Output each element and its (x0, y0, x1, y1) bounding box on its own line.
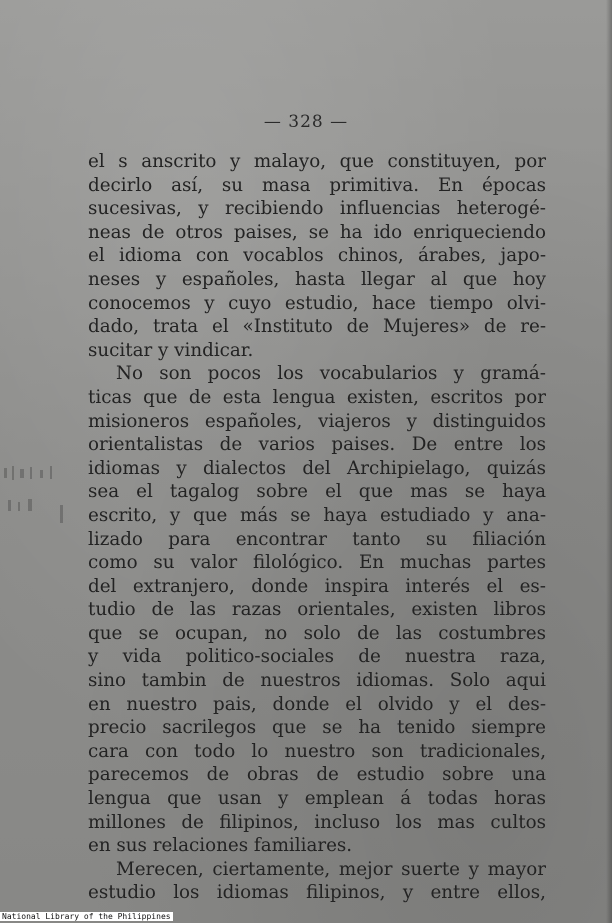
text-line: neas de otros paises, se ha ido enriqueciendo (88, 221, 546, 243)
body-text (88, 150, 546, 905)
paragraph-first-line: No son pocos los vocabularios y gramá- (116, 363, 546, 385)
text-line: idiomas y dialectos del Archipielago, quizás (88, 457, 546, 479)
text-line: ticas que de esta lengua existen, escritos por (88, 386, 546, 408)
text-line: en sus relaciones familiares. (88, 835, 353, 857)
text-line: tudio de las razas orientales, existen libros (88, 599, 546, 621)
text-line: en nuestro pais, donde el olvido y el des- (88, 693, 546, 715)
text-line: decirlo así, su masa primitiva. En épocas (88, 174, 546, 196)
text-line: el s anscrito y malayo, que constituyen, por (88, 151, 546, 172)
text-line: millones de filipinos, incluso los mas cultos (88, 811, 546, 833)
text-line: que se ocupan, no solo de las costumbres (88, 622, 546, 644)
text-line: sucesivas, y recibiendo influencias heterogé- (88, 198, 546, 220)
text-line: neses y españoles, hasta llegar al que hoy (88, 268, 546, 290)
text-line: orientalistas de varios paises. De entre los (88, 434, 546, 456)
text-line: y vida politico-sociales de nuestra raza, (88, 646, 546, 668)
text-line: lengua que usan y emplean á todas horas (88, 788, 546, 810)
text-line: del extranjero, donde inspira interés el es- (88, 575, 546, 597)
text-line: parecemos de obras de estudio sobre una (88, 764, 546, 786)
text-line: precio sacrilegos que se ha tenido siempre (88, 717, 546, 739)
text-line: sino tambin de nuestros idiomas. Solo aqui (88, 670, 546, 692)
library-credit: National Library of the Philippines (2, 912, 171, 921)
text-line: dado, trata el «Instituto de Mujeres» de re- (88, 316, 546, 338)
text-line: conocemos y cuyo estudio, hace tiempo olvi- (88, 292, 546, 314)
text-line: escrito, y que más se haya estudiado y ana- (88, 504, 546, 526)
text-line: estudio los idiomas filipinos, y entre ellos, (88, 882, 546, 904)
text-line: como su valor filológico. En muchas partes (88, 552, 546, 574)
paragraph-first-line: Merecen, ciertamente, mejor suerte y mayor (116, 858, 546, 880)
text-line: el idioma con vocablos chinos, árabes, japo- (88, 245, 546, 267)
margin-bleed-through (0, 460, 70, 540)
text-line: sea el tagalog sobre el que mas se haya (88, 481, 546, 503)
text-line: sucitar y vindicar. (88, 339, 254, 361)
page-edge-shadow (606, 0, 612, 923)
text-line: cara con todo lo nuestro son tradicionales, (88, 740, 546, 762)
text-line: misioneros españoles, viajeros y distinguidos (88, 410, 546, 432)
page-number: — 328 — (263, 112, 349, 132)
text-line: lizado para encontrar tanto su filiación (88, 528, 546, 550)
